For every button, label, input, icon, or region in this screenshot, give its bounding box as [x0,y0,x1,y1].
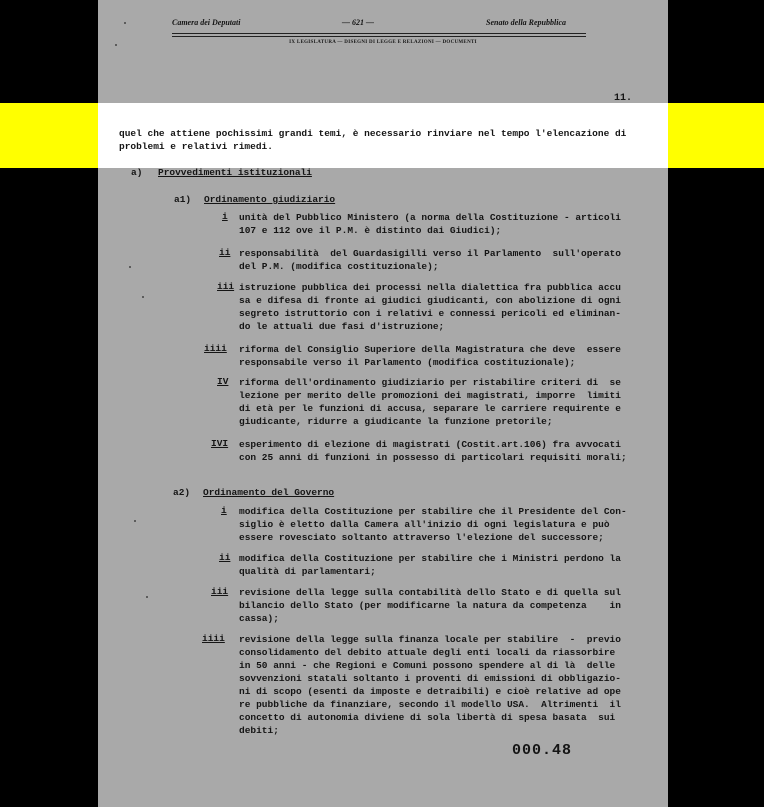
document-page [98,0,668,807]
header-left: Camera dei Deputati [172,18,241,27]
a2-item-3-line: bilancio dello Stato (per modificarne la natura da competenza in [239,600,621,611]
scan-speck [129,266,131,268]
header-center: — 621 — [342,18,374,27]
a1-item-4-line: riforma del Consiglio Superiore della Magistratura che deve essere [239,344,621,355]
a1-item-4-line: responsabile verso il Parlamento (modifica costituzionale); [239,357,576,368]
a1-item-4-num: iiii [204,343,227,354]
a2-item-4-line: debiti; [239,725,279,736]
a2-item-4-line: consolidamento del debito attuale degli enti locali da riassorbire [239,647,616,658]
a2-item-1-num: i [221,505,227,516]
a1-item-6-num: IVI [211,438,229,449]
a1-item-6-line: esperimento di elezione di magistrati (Costit.art.106) fra avvocati [239,439,621,450]
a2-item-1-line: siglio è eletto dalla Camera all'inizio di ogni legislatura e può [239,519,610,530]
section-a-label: a) [131,167,143,178]
a2-item-1-line: modifica della Costituzione per stabilire che il Presidente del Con- [239,506,627,517]
a1-item-3-line: istruzione pubblica dei processi nella dialettica fra pubblica accu [239,282,621,293]
page-number: 11. [614,93,633,104]
intro-line-1: quel che attiene pochissimi grandi temi, è necessario rinviare nel tempo l'elencazione di [119,128,627,139]
scan-speck [124,22,126,24]
a2-item-4-num: iiii [202,633,225,644]
a2-item-2-line: qualità di parlamentari; [239,566,376,577]
a2-item-4-line: concetto di autonomia diviene di sola libertà di spesa basata sui [239,712,616,723]
a1-item-5-line: riforma dell'ordinamento giudiziario per ristabilire criteri di se [239,377,621,388]
a1-item-6-line: con 25 anni di funzioni in possesso di particolari requisiti morali; [239,452,627,463]
a2-item-4-line: in 50 anni - che Regioni e Comuni possono spendere al di là delle [239,660,616,671]
a2-title: Ordinamento del Governo [203,487,335,498]
archive-stamp-number: 000.48 [512,742,573,759]
a2-item-1-line: essere rovesciato soltanto attraverso l'elezione del successore; [239,532,604,543]
scan-speck [115,44,117,46]
section-a-title: Provvedimenti istituzionali [158,167,312,178]
a1-title: Ordinamento giudiziario [204,194,336,205]
header-right: Senato della Repubblica [486,18,566,27]
a2-item-4-line: revisione della legge sulla finanza locale per stabilire - previo [239,634,621,645]
a2-item-2-num: ii [219,552,231,563]
a1-item-2-line: del P.M. (modifica costituzionale); [239,261,439,272]
a2-label: a2) [173,487,191,498]
scan-speck [146,596,148,598]
header-rule-top [172,33,586,34]
a1-item-2-num: ii [219,247,231,258]
a1-item-3-line: segreto istruttorio con i relativi e connessi pericoli ed eliminan- [239,308,621,319]
scan-speck [142,296,144,298]
a1-item-5-num: IV [217,376,229,387]
a1-item-5-line: giudicante, ridurre a giudicante la funzione pretorile; [239,416,553,427]
a1-item-3-line: do le attuali due fasi d'istruzione; [239,321,445,332]
a1-item-5-line: di età per le funzioni di accusa, separare le carriere requirente e [239,403,621,414]
a2-item-2-line: modifica della Costituzione per stabilire che i Ministri perdono la [239,553,621,564]
intro-line-2: problemi e relativi rimedi. [119,141,273,152]
header-subtitle: IX LEGISLATURA — DISEGNI DI LEGGE E RELAZIONI — DOCUMENTI [289,40,477,45]
a1-item-3-num: iii [217,281,235,292]
header-rule-bottom [172,36,586,37]
a2-item-4-line: sovvenzioni statali soltanto i proventi di emissioni di obbligazio- [239,673,621,684]
a2-item-3-num: iii [211,586,229,597]
a1-item-3-line: sa e difesa di fronte ai giudici giudicanti, con abolizione di ogni [239,295,621,306]
scan-speck [134,520,136,522]
a2-item-4-line: ni di scopo (esenti da imposte e detraibili) e cioè relative ad ope [239,686,621,697]
a1-item-1-num: i [222,211,228,222]
a2-item-4-line: re pubbliche da finanziare, secondo il modello USA. Altrimenti il [239,699,621,710]
a1-label: a1) [174,194,192,205]
a1-item-5-line: lezione per merito delle promozioni dei magistrati, imporre limiti [239,390,621,401]
a1-item-1-line: 107 e 112 ove il P.M. è distinto dai Giudici); [239,225,502,236]
a2-item-3-line: revisione della legge sulla contabilità dello Stato e di quella sul [239,587,621,598]
a1-item-1-line: unità del Pubblico Ministero (a norma della Costituzione - articoli [239,212,621,223]
a1-item-2-line: responsabilità del Guardasigilli verso il Parlamento sull'operato [239,248,621,259]
a2-item-3-line: cassa); [239,613,279,624]
